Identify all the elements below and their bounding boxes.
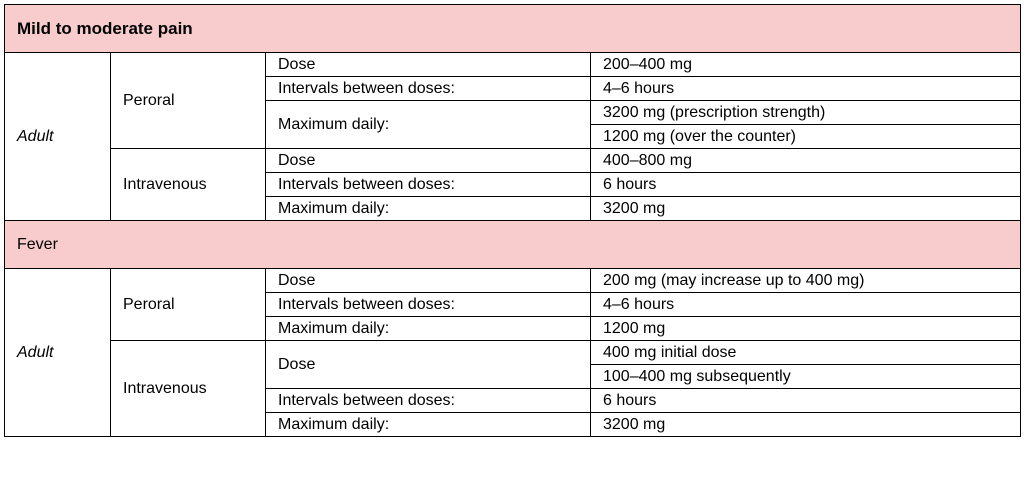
table-row bbox=[5, 269, 1021, 293]
row-label: Intervals between doses: bbox=[266, 389, 591, 413]
row-label: Intervals between doses: bbox=[266, 293, 591, 317]
row-value-line: 400–800 mg bbox=[603, 151, 692, 169]
row-value-line: 400 mg initial dose bbox=[603, 343, 737, 361]
row-value-line: 200–400 mg bbox=[603, 55, 692, 73]
row-value-line: 4–6 hours bbox=[603, 79, 675, 97]
patient-group-label: Adult bbox=[5, 53, 111, 221]
row-value bbox=[591, 413, 1021, 437]
table-row bbox=[5, 149, 1021, 173]
row-value-line: 3200 mg bbox=[603, 415, 666, 433]
route-label: Peroral bbox=[111, 53, 266, 149]
row-label: Intervals between doses: bbox=[266, 77, 591, 101]
row-value bbox=[591, 365, 1021, 389]
row-value-line: 6 hours bbox=[603, 175, 657, 193]
row-label: Maximum daily: bbox=[266, 317, 591, 341]
row-value bbox=[591, 341, 1021, 365]
row-value bbox=[591, 149, 1021, 173]
row-value-line: 4–6 hours bbox=[603, 295, 675, 313]
row-value bbox=[591, 197, 1021, 221]
row-label: Intervals between doses: bbox=[266, 173, 591, 197]
dosage-table bbox=[4, 4, 1021, 437]
row-label: Dose bbox=[266, 341, 591, 389]
patient-group-label: Adult bbox=[5, 269, 111, 437]
table-row bbox=[5, 53, 1021, 77]
row-label: Maximum daily: bbox=[266, 413, 591, 437]
table-row bbox=[5, 341, 1021, 365]
row-value bbox=[591, 293, 1021, 317]
row-value-line: 100–400 mg subsequently bbox=[603, 367, 791, 385]
row-value bbox=[591, 101, 1021, 125]
row-value-line: 200 mg (may increase up to 400 mg) bbox=[603, 271, 865, 289]
row-value bbox=[591, 173, 1021, 197]
route-label: Peroral bbox=[111, 269, 266, 341]
row-value-line: 6 hours bbox=[603, 391, 657, 409]
route-label: Intravenous bbox=[111, 149, 266, 221]
section-title: Mild to moderate pain bbox=[5, 5, 1021, 53]
row-value-line: 1200 mg bbox=[603, 319, 666, 337]
row-value-line: 3200 mg bbox=[603, 199, 666, 217]
row-value bbox=[591, 269, 1021, 293]
row-label: Dose bbox=[266, 149, 591, 173]
section-title: Fever bbox=[5, 221, 1021, 269]
row-label: Dose bbox=[266, 53, 591, 77]
row-label: Dose bbox=[266, 269, 591, 293]
row-value bbox=[591, 53, 1021, 77]
row-value bbox=[591, 125, 1021, 149]
row-label: Maximum daily: bbox=[266, 101, 591, 149]
row-value-line: 3200 mg (prescription strength) bbox=[603, 103, 826, 121]
section-header-row bbox=[5, 221, 1021, 269]
row-value bbox=[591, 317, 1021, 341]
row-value bbox=[591, 389, 1021, 413]
section-header-row bbox=[5, 5, 1021, 53]
row-label: Maximum daily: bbox=[266, 197, 591, 221]
route-label: Intravenous bbox=[111, 341, 266, 437]
row-value bbox=[591, 77, 1021, 101]
row-value-line: 1200 mg (over the counter) bbox=[603, 127, 796, 145]
